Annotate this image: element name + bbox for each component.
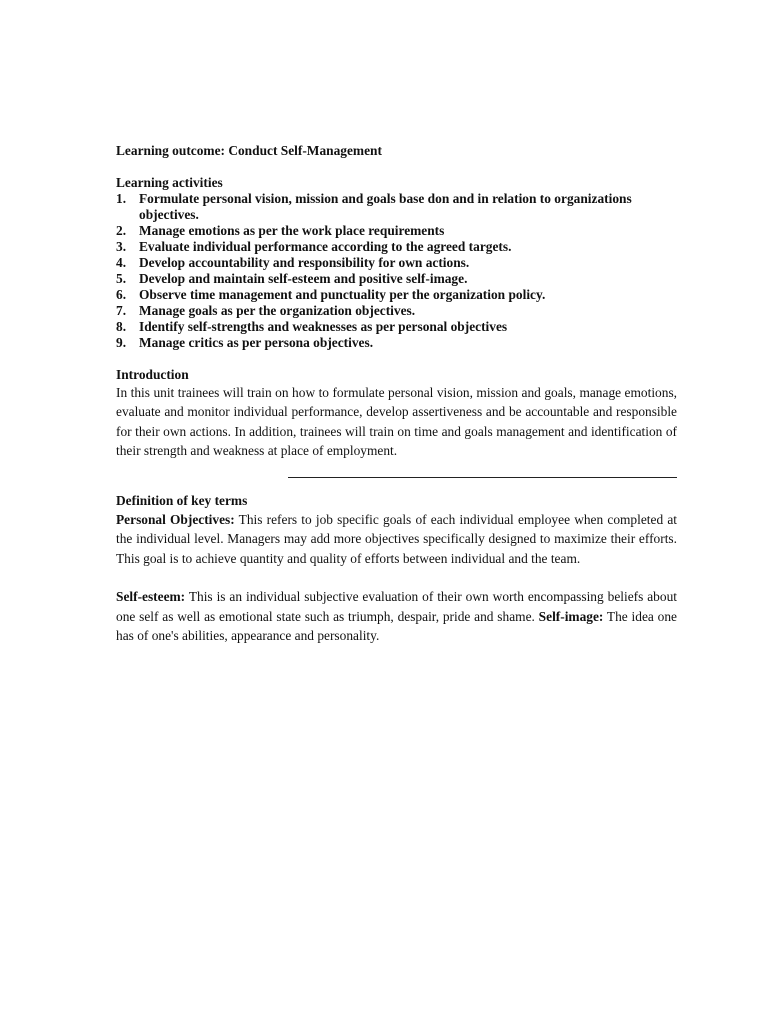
- learning-outcome-title: Learning outcome: Conduct Self-Management: [116, 143, 382, 158]
- term-personal-objectives: Personal Objectives:: [116, 512, 235, 528]
- personal-objectives-definition: [116, 510, 677, 568]
- introduction-heading: Introduction: [116, 367, 189, 382]
- learning-activities-heading: Learning activities: [116, 175, 223, 190]
- list-item-number: 4.: [116, 255, 127, 270]
- list-item-number: 5.: [116, 271, 127, 286]
- list-item-text: Manage goals as per the organization objectives.: [139, 303, 416, 318]
- list-item-text: Develop and maintain self-esteem and positive self-image.: [139, 271, 468, 286]
- list-item-number: 1.: [116, 191, 127, 206]
- definition-text: The idea one has of one's abilities, appearance and personality.: [116, 608, 677, 643]
- list-item: [116, 287, 677, 303]
- list-item-number: 7.: [116, 303, 127, 318]
- divider-row: [116, 472, 677, 491]
- blank-line: [116, 568, 677, 587]
- list-item-text: Identify self-strengths and weaknesses as per personal objectives: [139, 319, 508, 334]
- list-item-text: Formulate personal vision, mission and goals base don and in relation to organizations objectives.: [139, 191, 632, 222]
- document-page: [116, 143, 677, 645]
- list-item-number: 8.: [116, 319, 127, 334]
- definition-text: This refers to job specific goals of each individual employee when completed at the individual level. Managers may add more objectives specifically designed to maximize their efforts. This goal is to achieve quantity and quality of efforts between individual and the team.: [116, 512, 677, 566]
- term-self-esteem: Self-esteem:: [116, 589, 186, 605]
- list-item-number: 9.: [116, 335, 127, 350]
- section-spacer: [116, 351, 677, 367]
- key-terms-heading: Definition of key terms: [116, 493, 248, 509]
- list-item-text: Develop accountability and responsibility for own actions.: [139, 255, 470, 270]
- introduction-paragraph: In this unit trainees will train on how to formulate personal vision, mission and goals, manage emotions, evaluate and monitor individual performance, develop assertiveness and be accountable and responsible for their own actions. In addition, trainees will train on time and goals management and identification of their strength and weakness at place of employment.: [116, 385, 677, 458]
- learning-activities-list: [116, 191, 677, 351]
- list-item-text: Manage emotions as per the work place requirements: [139, 223, 445, 238]
- list-item: [116, 319, 677, 335]
- term-self-image: Self-image:: [538, 608, 604, 624]
- list-item: [116, 223, 677, 239]
- list-item: [116, 239, 677, 255]
- list-item-number: 6.: [116, 287, 127, 302]
- definition-text: This is an individual subjective evaluation of their own worth encompassing beliefs about one self as well as emotional state such as triumph, despair, pride and shame.: [116, 589, 677, 624]
- self-esteem-definition: [116, 587, 677, 645]
- list-item: [116, 271, 677, 287]
- list-item-text: Observe time management and punctuality per the organization policy.: [139, 287, 546, 302]
- horizontal-rule: [288, 477, 677, 478]
- list-item: [116, 255, 677, 271]
- list-item: [116, 303, 677, 319]
- list-item-number: 3.: [116, 239, 127, 254]
- list-item-text: Manage critics as per persona objectives.: [139, 335, 374, 350]
- list-item: [116, 335, 677, 351]
- list-item-text: Evaluate individual performance according to the agreed targets.: [139, 239, 512, 254]
- list-item: [116, 191, 677, 223]
- list-item-number: 2.: [116, 223, 127, 238]
